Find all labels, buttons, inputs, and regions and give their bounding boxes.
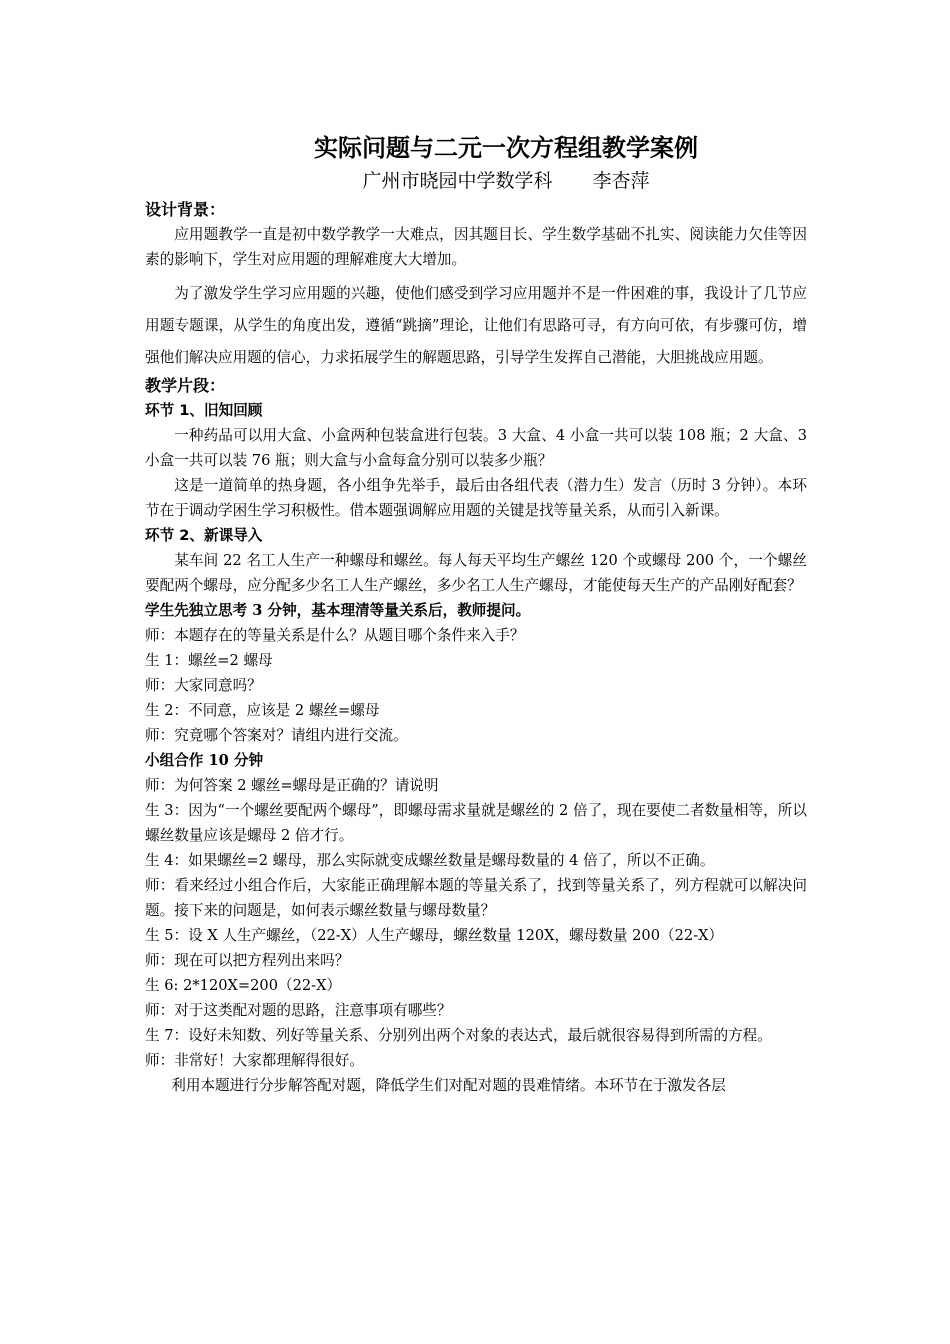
dialogue-line: 生 6: 2*120X=200（22-X） [145, 977, 342, 994]
dialogue-line: 生 2：不同意，应该是 2 螺丝=螺母 [145, 702, 380, 719]
author-name: 李杏萍 [592, 170, 650, 192]
dialogue-line: 生 1：螺丝=2 螺母 [145, 652, 273, 669]
dialogue-line: 生 5：设 X 人生产螺丝，（22-X）人生产螺母，螺丝数量 120X，螺母数量 200（22-X） [145, 927, 724, 944]
step1-heading: 环节 1、旧知回顾 [145, 402, 263, 419]
dialogue-line: 师：看来经过小组合作后，大家能正确理解本题的等量关系了，找到等量关系了，列方程就可以解决问题。接下来的问题是，如何表示螺丝数量与螺母数量？ [145, 877, 807, 919]
document-title: 实际问题与二元一次方程组教学案例 [314, 134, 698, 162]
step2-problem: 某车间 22 名工人生产一种螺母和螺丝。每人每天平均生产螺丝 120 个或螺母 200 个，一个螺丝要配两个螺母，应分配多少名工人生产螺丝，多少名工人生产螺母，才能使每天生产的产品刚好配套？ [145, 552, 807, 594]
step1-problem: 一种药品可以用大盒、小盒两种包装盒进行包装。3 大盒、4 小盒一共可以装 108 瓶；2 大盒、3 小盒一共可以装 76 瓶；则大盒与小盒每盒分别可以装多少瓶？ [145, 427, 807, 469]
dialogue-line: 生 4：如果螺丝=2 螺母，那么实际就变成螺丝数量是螺母数量的 4 倍了，所以不正确。 [145, 852, 715, 869]
dialogue-line: 师：对于这类配对题的思路，注意事项有哪些？ [145, 1002, 452, 1019]
dialogue-line: 师：大家同意吗？ [145, 677, 262, 694]
group-note: 小组合作 10 分钟 [145, 752, 264, 769]
dialogue-line: 生 7：设好未知数、列好等量关系、分别列出两个对象的表达式，最后就很容易得到所需的方程。 [145, 1027, 772, 1044]
background-paragraph-2: 为了激发学生学习应用题的兴趣，使他们感受到学习应用题并不是一件困难的事，我设计了几节应用题专题课，从学生的角度出发，遵循“跳摘”理论，让他们有思路可寻，有方向可依，有步骤可仿，增强他们解决应用题的信心，力求拓展学生的解题思路，引导学生发挥自己潜能，大胆挑战应用题。 [145, 285, 807, 366]
dialogue-line: 生 3：因为“一个螺丝要配两个螺母”，即螺母需求量就是螺丝的 2 倍了，现在要使二者数量相等，所以螺丝数量应该是螺母 2 倍才行。 [145, 802, 807, 844]
segment-heading: 教学片段： [145, 376, 226, 395]
dialogue-line: 师：非常好！大家都理解得很好。 [145, 1052, 364, 1069]
background-heading: 设计背景： [145, 200, 226, 219]
school-name: 广州市晓园中学数学科 [362, 170, 553, 192]
dialogue-line: 师：现在可以把方程列出来吗？ [145, 952, 350, 969]
background-paragraph-1: 应用题教学一直是初中数学教学一大难点，因其题目长、学生数学基础不扎实、阅读能力欠佳等因素的影响下，学生对应用题的理解难度大大增加。 [145, 226, 807, 268]
step2-heading: 环节 2、新课导入 [145, 527, 263, 544]
closing-paragraph: 利用本题进行分步解答配对题，降低学生们对配对题的畏难情绪。本环节在于激发各层 [171, 1077, 726, 1094]
dialogue-line: 师：究竟哪个答案对？请组内进行交流。 [145, 727, 408, 744]
dialogue-line: 师：为何答案 2 螺丝=螺母是正确的？请说明 [145, 777, 439, 794]
document-subtitle [145, 166, 807, 196]
step1-note: 这是一道简单的热身题，各小组争先举手，最后由各组代表（潜力生）发言（历时 3 分钟）。本环节在于调动学困生学习积极性。借本题强调解应用题的关键是找等量关系，从而引入新课。 [145, 477, 807, 519]
think-note: 学生先独立思考 3 分钟，基本理清等量关系后，教师提问。 [145, 602, 531, 619]
dialogue-line: 师：本题存在的等量关系是什么？从题目哪个条件来入手？ [145, 627, 525, 644]
